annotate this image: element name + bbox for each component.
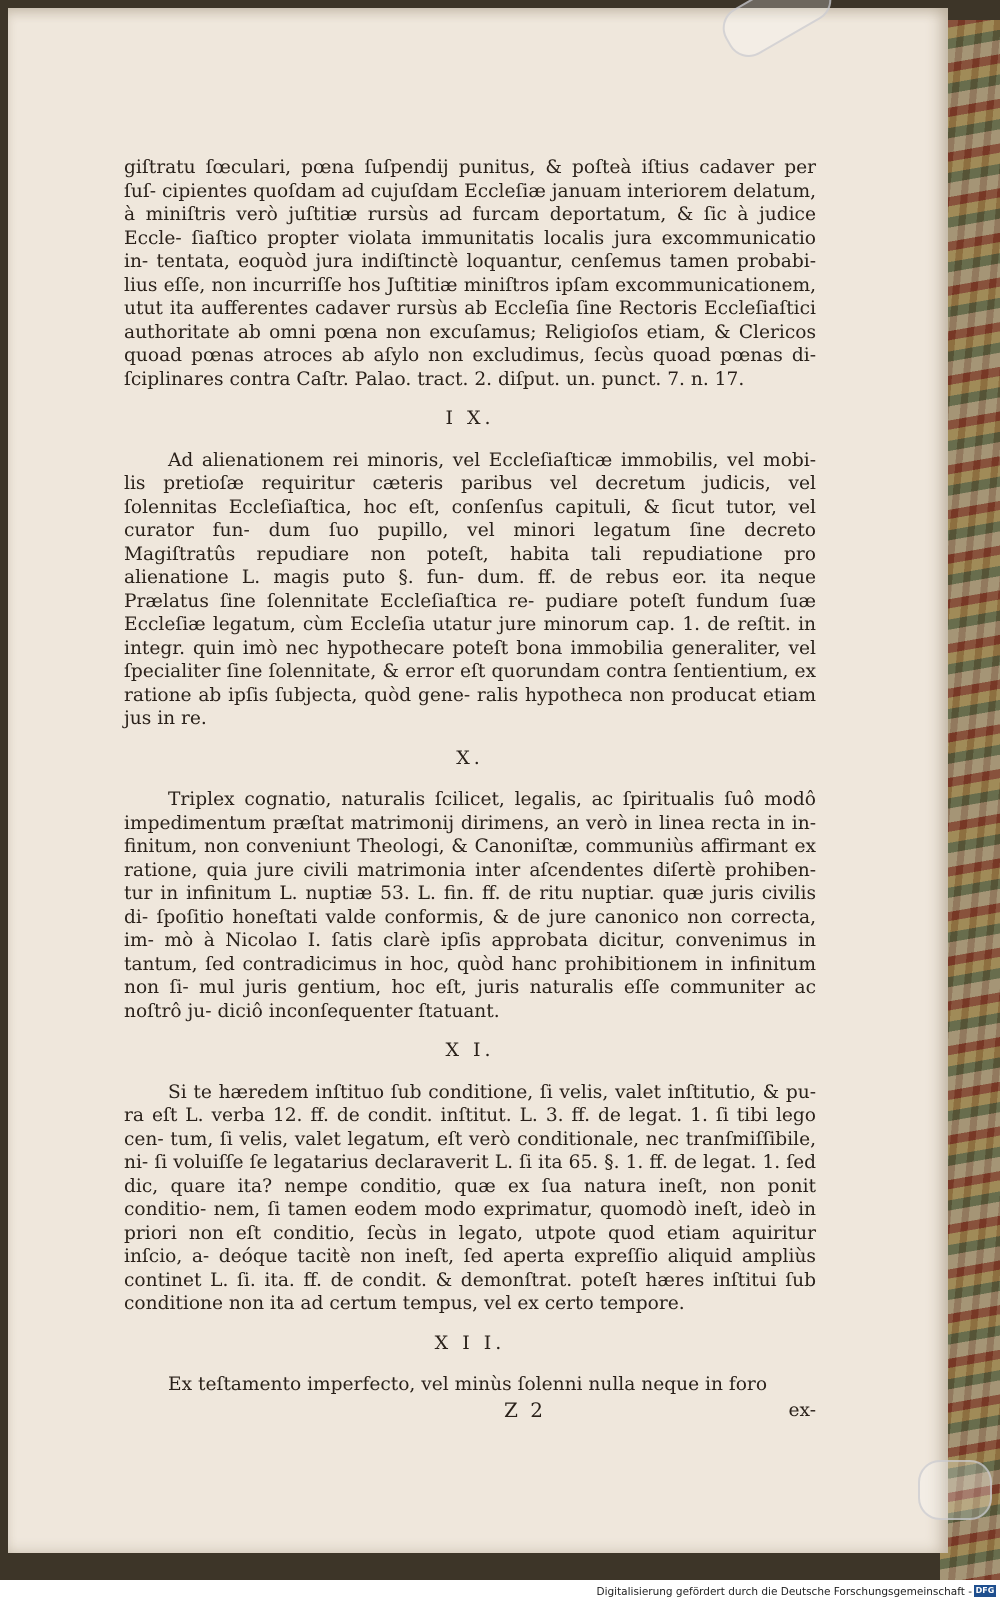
- text-line: ralis hypotheca non producat etiam jus in re.: [124, 684, 816, 729]
- text-line: authoritate ab omni pœna non excuſamus; Religioſos etiam, & Clericos: [124, 321, 816, 343]
- text-line: pudiare poteſt fundum ſuæ Eccleſiæ legatum, cùm Eccleſia utatur jure: [124, 590, 817, 635]
- section-heading-x: X.: [456, 746, 484, 769]
- text-line: Triplex cognatio, naturalis ſcilicet, legalis, ac ſpiritualis ſuô modô: [168, 789, 816, 810]
- text-line: miniſtris verò juſtitiæ rursùs ad furcam deportatum, & ſic à judice Eccle-: [124, 204, 816, 249]
- text-line: finitum, non conveniunt Theologi, & Canoniſtæ, communiùs affirmant: [124, 836, 788, 857]
- text-line: ſpoſitio honeſtati valde conformis, & de jure canonico non correcta, im-: [124, 906, 816, 951]
- text-line: ſi. ita. ff. de condit. & demonſtrat. poteſt hæres inſtitui ſub conditione non: [124, 1269, 816, 1314]
- text-line: nem, ſi tamen eodem modo exprimatur, quomodò ineſt, ideò in priori: [124, 1199, 816, 1244]
- text-line: mò à Nicolao I. ſatis clarè ipſis approbata dicitur, convenimus in tantum,: [124, 930, 816, 975]
- section-xi-text: [124, 1081, 816, 1316]
- section-heading-ix: I X.: [445, 407, 495, 429]
- paragraph-continuation: [124, 156, 816, 391]
- text-line: mul juris gentium, hoc eſt, juris naturalis eſſe communiter ac noſtrô ju-: [124, 977, 816, 1022]
- text-line: impedimentum præſtat matrimonij dirimens, an verò in linea recta in in-: [124, 812, 816, 834]
- text-line: ſi voluiſſe ſe legatarius declaraverit L. ſi ita 65. §. 1. ff. de legat. 1. ſed dic,: [124, 1152, 816, 1197]
- text-line: cipientes quoſdam ad cujuſdam Eccleſiæ januam interiorem delatum, à: [124, 180, 816, 225]
- section-x-text: [124, 788, 816, 1023]
- page-text-block: [124, 156, 816, 1425]
- text-line: bona immobilia generaliter, vel ſpecialiter ſine ſolennitate, & error eſt: [124, 637, 816, 682]
- book-page: [8, 8, 948, 1553]
- marbled-endpaper: [940, 20, 1000, 1580]
- catchword: ex-: [788, 1399, 816, 1421]
- page-clip-bottom: [918, 1460, 992, 1520]
- text-line: tur in infinitum L. nuptiæ 53. L. fin. ff. de ritu nuptiar. quæ juris civilis di-: [124, 883, 816, 928]
- text-line: non eſt conditio, ſecùs in legato, utpote quod etiam aquiritur inſcio, a-: [124, 1222, 816, 1267]
- text-line: Ex teſtamento imperfecto, vel minùs ſolenni nulla neque in foro: [168, 1374, 768, 1395]
- text-line: tentata, eoquòd jura indiſtinctè loquantur, cenſemus tamen probabi-: [156, 251, 816, 272]
- text-line: Eccleſiaſtica, hoc eſt, conſenſus capituli, & ſicut tutor, vel curator fun-: [124, 496, 816, 541]
- section-xii-text: [124, 1373, 816, 1397]
- funding-note: Digitalisierung gefördert durch die Deutsche Forschungsgemeinschaft -: [596, 1586, 972, 1598]
- text-line: minorum cap. 1. de reſtit. in integr. quin imò nec hypothecare poteſt: [124, 614, 817, 659]
- text-line: giſtratu ſœculari, pœna ſuſpendij punitus, & poſteà iſtius cadaver per ſuſ-: [124, 157, 816, 202]
- text-line: deóque tacitè non ineſt, ſed aperta expreſſio aliquid ampliùs continet L.: [124, 1246, 816, 1291]
- dfg-logo: DFG: [975, 1586, 995, 1595]
- text-line: diciô inconſequenter ſtatuant.: [217, 1000, 500, 1022]
- signature-mark: Z 2: [504, 1397, 546, 1422]
- section-heading-xii: X I I.: [434, 1331, 506, 1354]
- text-line: ra eſt L. verba 12. ff. de condit. inſtitut. L. 3. ff. de legat. 1. ſi tibi lego cen-: [124, 1105, 816, 1150]
- text-line: quare ita? nempe conditio, quæ ex ſua natura ineſt, non ponit conditio-: [124, 1175, 816, 1220]
- text-line: utut ita aufferentes cadaver rursùs ab Eccleſia ſine Rectoris Eccleſiaſtici: [124, 298, 816, 319]
- text-line: Ad alienationem rei minoris, vel Eccleſiaſticæ immobilis, vel mobi-: [168, 449, 816, 471]
- text-line: ſiaſtico propter violata immunitatis localis jura excommunicatio in-: [124, 227, 816, 272]
- text-line: quorundam contra ſentientium, ex ratione ab ipſis ſubjecta, quòd gene-: [124, 661, 816, 706]
- section-ix-text: [124, 449, 816, 731]
- text-line: lius eſſe, non incurriſſe hos Juſtitiæ miniſtros ipſam excommunicationem,: [124, 274, 816, 296]
- text-line: ſciplinares contra Caſtr. Palao. tract. 2. diſput. un. punct. 7. n. 17.: [124, 368, 745, 390]
- text-line: ita ad certum tempus, vel ex certo tempore.: [270, 1293, 685, 1314]
- text-line: lis pretioſæ requiritur cæteris paribus vel decretum judicis, vel ſolennitas: [124, 473, 816, 518]
- page-footer-line: [124, 1399, 816, 1425]
- section-heading-xi: X I.: [445, 1039, 495, 1061]
- text-line: ex ratione, quia jure civili matrimonia inter aſcendentes diſertè prohiben-: [124, 836, 816, 881]
- text-line: Si te hæredem inſtituo ſub conditione, ſi velis, valet inſtitutio, & pu-: [168, 1081, 816, 1103]
- text-line: dum ſuo pupillo, vel minori legatum ſine decreto Magiſtratûs repudiare: [124, 520, 816, 565]
- text-line: dum. ff. de rebus eor. ita neque Prælatus ſine ſolennitate Eccleſiaſtica re-: [124, 567, 816, 612]
- text-line: non poteſt, habita tali repudiatione pro alienatione L. magis puto §. fun-: [124, 543, 816, 588]
- text-line: quoad pœnas atroces ab aſylo non excludimus, ſecùs quoad pœnas di-: [124, 345, 816, 366]
- text-line: tum, ſi velis, valet legatum, eſt verò conditionale, nec tranſmiſſibile, ni-: [124, 1128, 816, 1173]
- text-line: ſed contradicimus in hoc, quòd hanc prohibitionem in infinitum non ſi-: [124, 953, 816, 998]
